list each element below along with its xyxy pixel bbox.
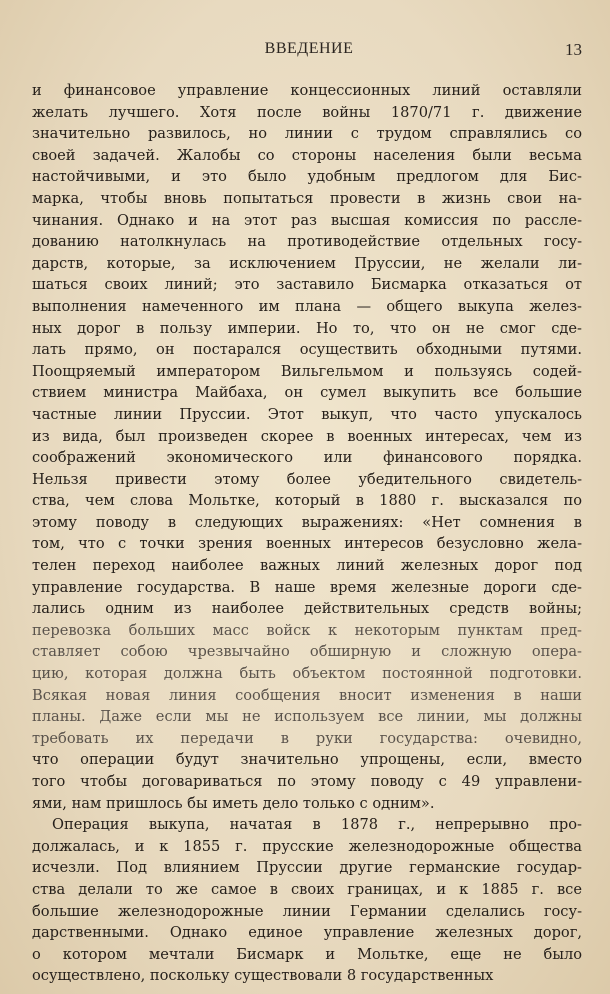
text-line: Всякая новая линия сообщения вносит изменения в наши (32, 686, 582, 704)
text-line: шаться своих линий; это заставило Бисмарка отказаться от (32, 276, 582, 294)
text-line: требовать их передачи в руки государства: очевидно, (32, 729, 582, 747)
text-line: том, что с точки зрения военных интересов безусловно жела- (32, 535, 582, 553)
text-line: чинания. Однако и на этот раз высшая комиссия по рассле- (32, 211, 582, 229)
text-line: цию, которая должна быть объектом постоянной подготовки. (32, 665, 582, 683)
text-line: дарственными. Однако единое управление железных дорог, (32, 924, 582, 942)
text-line: частные линии Пруссии. Этот выкуп, что часто упускалось (32, 405, 582, 423)
text-line: ных дорог в пользу империи. Но то, что он не смог сде- (32, 319, 582, 337)
text-line: ями, нам пришлось бы иметь дело только с одним». (32, 794, 435, 812)
text-line: ставляет собою чрезвычайно обширную и сложную опера- (32, 643, 582, 661)
text-line: осуществлено, поскольку существовали 8 государственных (32, 967, 494, 985)
text-line: планы. Даже если мы не используем все линии, мы должны (32, 708, 582, 726)
text-line: о котором мечтали Бисмарк и Мольтке, еще не было (32, 945, 582, 963)
text-line: должалась, и к 1855 г. прусские железнодорожные общества (32, 837, 582, 855)
text-line: лать прямо, он постарался осуществить обходными путями. (32, 341, 582, 359)
text-line: перевозка больших масс войск к некоторым пунктам пред- (32, 621, 582, 639)
body-text (32, 80, 582, 987)
paragraph-2 (32, 814, 582, 987)
text-line: ства, чем слова Мольтке, который в 1880 г. высказался по (32, 492, 582, 510)
text-line: из вида, был произведен скорее в военных интересах, чем из (32, 427, 582, 445)
text-line: исчезли. Под влиянием Пруссии другие германские государ- (32, 859, 582, 877)
text-line: что операции будут значительно упрощены, если, вместо (32, 751, 582, 769)
text-line: ствием министра Майбаха, он сумел выкупить все большие (32, 384, 582, 402)
text-line: этому поводу в следующих выражениях: «Нет сомнения в (32, 513, 582, 531)
text-line: соображений экономического или финансового порядка. (32, 449, 582, 467)
page-number: 13 (565, 40, 582, 59)
text-line: Операция выкупа, начатая в 1878 г., непрерывно про- (52, 816, 582, 834)
text-line: того чтобы договариваться по этому поводу с 49 управлени- (32, 773, 582, 790)
text-line: ства делали то же самое в своих границах, и к 1885 г. все (32, 880, 582, 898)
text-line: телен переход наиболее важных линий железных дорог под (32, 557, 582, 575)
text-line: лались одним из наиболее действительных средств войны; (32, 600, 582, 618)
page-header (32, 40, 586, 66)
text-line: дарств, которые, за исключением Пруссии, не желали ли- (32, 254, 582, 272)
text-line: и финансовое управление концессионных линий оставляли (32, 82, 582, 99)
text-line: дованию натолкнулась на противодействие отдельных госу- (32, 233, 582, 251)
text-line: Поощряемый императором Вильгельмом и пользуясь содей- (32, 362, 582, 380)
paragraph-1 (32, 80, 582, 814)
text-line: настойчивыми, и это было удобным предлогом для Бис- (32, 168, 582, 186)
text-line: выполнения намеченного им плана — общего выкупа желез- (32, 297, 582, 315)
running-head: ВВЕДЕНИЕ (264, 40, 354, 57)
text-line: марка, чтобы вновь попытаться провести в жизнь свои на- (32, 189, 582, 207)
text-line: большие железнодорожные линии Германии сделались госу- (32, 902, 582, 920)
text-line: значительно развилось, но линии с трудом справлялись со (32, 125, 582, 143)
text-line: Нельзя привести этому более убедительного свидетель- (32, 470, 582, 488)
text-line: управление государства. В наше время железные дороги сде- (32, 578, 582, 596)
text-line: желать лучшего. Хотя после войны 1870/71 г. движение (32, 103, 582, 121)
text-line: своей задачей. Жалобы со стороны населения были весьма (32, 146, 582, 164)
